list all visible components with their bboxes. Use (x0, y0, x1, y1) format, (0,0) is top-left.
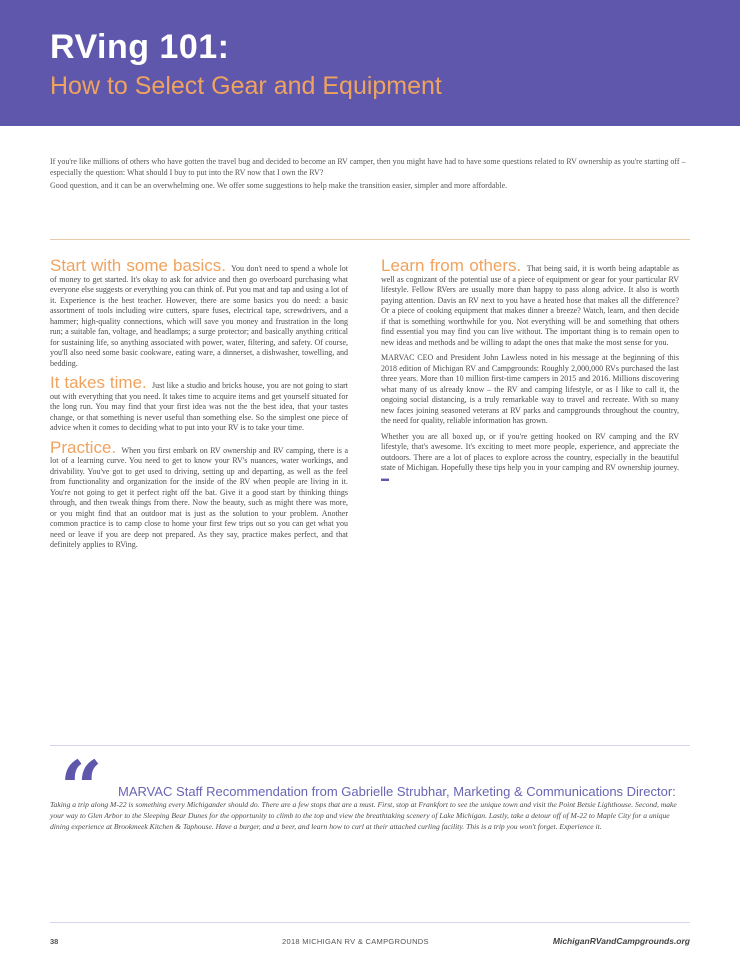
intro-paragraph: Good question, and it can be an overwhelming one. We offer some suggestions to help make the transition easier, simpler and more affordable. (50, 181, 508, 190)
section-body: MARVAC CEO and President John Lawless noted in his message at the beginning of this 2018 edition of Michigan RV and Campgrounds: Roughly 2,000,000 RVs purchased the last three years. More than 10 million first-time campers in 2015 and 2016. Millions discovering what many of us already know – the RV and camping lifestyle, or as I like to call it, the ongoing social distancing, is a truly remarkable way to travel and recreate. With so many new faces joining seasoned veterans at RV parks and campgrounds throughout the country, the need for quality, reliable information has grown. (381, 353, 679, 425)
quote-text: Taking a trip along M-22 is something every Michigander should do. There are a few stops that are a must. First, stop at Frankfort to see the unique town and visit the Point Betsie Lighthouse. Second, make your way to Glen Arbor to the Sleeping Bear Dunes for the opportunity to climb to the top and view the breathtaking scenery of Lake Michigan. Lastly, take a detour off of M-22 to Maple City for a unique dining experience at Brookmeek Kitchen & Taphouse. Have a burger, and a beer, and learn how to curl at their attached curling facility. This is a trip you won't forget. Experience it. (50, 800, 677, 831)
page-subtitle: How to Select Gear and Equipment (50, 72, 442, 100)
left-column (50, 257, 348, 556)
section-body: Just like a studio and bricks house, you are not going to start out with everything that you need. It takes time to acquire items and get yourself situated for the long run. You may find that your first idea was not the the best idea, that your tastes change, or that something is never useful than something else. So the simplest one piece of advice when it comes to deciding what to put into your RV is to take your time. (50, 381, 349, 432)
section-it-takes-time (50, 374, 348, 434)
paragraph-marvac-ceo (381, 353, 679, 427)
quote-divider-top (50, 745, 690, 746)
right-column (381, 257, 679, 489)
intro-paragraph: If you're like millions of others who have gotten the travel bug and decided to become an RV camper, then you might have had to have some questions related to RV ownership as you're starting off – especially the question: What should I buy to put into the RV now that I own the RV? (50, 157, 686, 177)
section-start-with-basics (50, 257, 348, 369)
section-practice (50, 439, 348, 551)
section-heading: It takes time. (50, 373, 147, 392)
section-heading: Practice. (50, 437, 117, 457)
quote-mark-icon: “ (60, 746, 103, 832)
header-banner (0, 0, 740, 126)
quote-title: MARVAC Staff Recommendation from Gabrielle Strubhar, Marketing & Communications Director: (118, 784, 676, 799)
section-body: You don't need to spend a whole lot of money to get started. It's okay to ask for advice and then go overboard purchasing what everyone else suggests or everything you can think of. Put you mat and tap and using a lot of it. Experience is the best teacher. However, there are some basics you do need: a basic assortment of tools including wire cutters, spare fuses, electrical tape, screwdrivers, and a hammer; high-quality connections, which will save you money and frustration in the long run; a suitable fan, voltage, and headlamps; a surge protector; and basically anything critical for sustaining life, so anything associated with power, water, filtering, and safety. Of course, you'll also need some basic cookware, eating ware, a dinnerset, a dishwasher, towelling, and bedding. (50, 264, 349, 368)
section-body: When you first embark on RV ownership and RV camping, there is a lot of a learning curve. You need to get to know your RV's nuances, water workings, and drivability. You've got to get used to driving, setting up and departing, as well as the feel from functionality and organization for the inside of the RV when people are living in it. You're not going to get it perfect right off the bat. Give it a good start by thinking things through, and then tweak things from there. Now the beauty, such as might there was more, or you might find that an outdoor mat is just as the solution to your problem. Another common practice is to camp close to home your first few trips out so you can get what you need or leave if you are deep not prepared. As they say, practice makes perfect, and that definitely applies to RVing. (50, 445, 348, 549)
publication-name: 2018 MICHIGAN RV & CAMPGROUNDS (282, 937, 429, 946)
section-body: Whether you are all boxed up, or if you're getting hooked on RV camping and the RV lifestyle, that's awesome. It's exciting to meet more people, experience, and appreciate the outdoors. There are a lot of places to explore across the country, especially in the beautiful state of Michigan. Hopefully these tips help you in your camping and RV ownership journey. (381, 431, 679, 472)
page-number: 38 (50, 937, 59, 946)
paragraph-closing (381, 432, 679, 485)
quote-divider-bottom (50, 922, 690, 923)
intro-text (50, 157, 690, 195)
page-footer (50, 934, 690, 948)
section-body: That being said, it is worth being adaptable as well as cognizant of the potential use of a piece of equipment or gear for your particular RV lifestyle. Fellow RVers are usually more than happy to pass along advice. It also is worth paying attention. Davis an RV next to you have a heated hose that makes all the difference? Or a piece of cooking equipment that makes dinner a breeze? Watch, learn, and then decide if that is something worthwhile for you. Not everything will be and something that others find essential you may find you can live without. The important thing is to remain open to new ideas and methods and be willing to adapt the ones that make the most sense for you. (381, 264, 679, 347)
section-heading: Learn from others. (381, 256, 522, 275)
intro-divider (50, 239, 690, 240)
section-heading: Start with some basics. (50, 256, 226, 275)
page-title: RVing 101: (50, 28, 230, 66)
website-link[interactable]: MichiganRVandCampgrounds.org (552, 936, 690, 946)
staff-recommendation (50, 786, 690, 832)
section-learn-from-others (381, 257, 679, 348)
end-of-article-icon: ▬ (381, 473, 389, 483)
